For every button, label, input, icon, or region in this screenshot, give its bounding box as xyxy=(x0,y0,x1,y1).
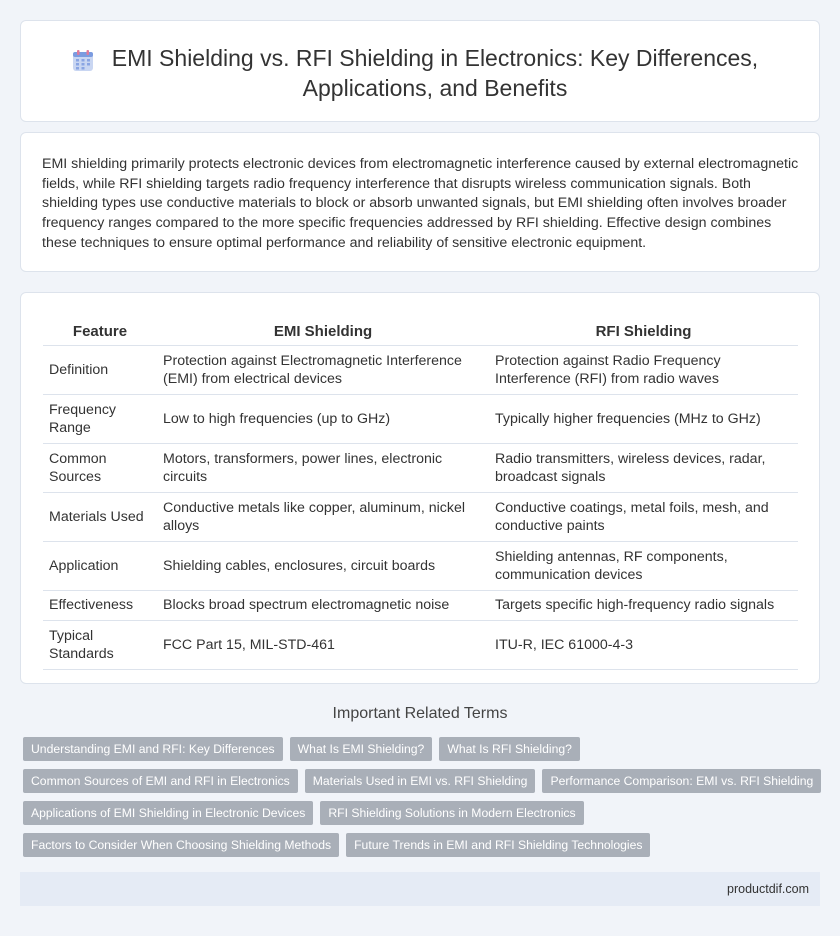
comparison-table xyxy=(43,313,798,670)
rfi-cell: Radio transmitters, wireless devices, radar, broadcast signals xyxy=(489,443,798,492)
intro-card xyxy=(20,132,820,272)
emi-cell: Shielding cables, enclosures, circuit boards xyxy=(157,541,489,590)
related-terms-list xyxy=(23,737,813,865)
emi-cell: Blocks broad spectrum electromagnetic noise xyxy=(157,590,489,620)
related-term-tag[interactable]: Future Trends in EMI and RFI Shielding Technologies xyxy=(346,833,650,857)
comparison-table-card xyxy=(20,292,820,684)
footer xyxy=(20,872,820,906)
table-row xyxy=(43,394,798,443)
related-term-tag[interactable]: RFI Shielding Solutions in Modern Electronics xyxy=(320,801,583,825)
table-row xyxy=(43,590,798,620)
rfi-cell: Protection against Radio Frequency Interference (RFI) from radio waves xyxy=(489,345,798,394)
related-term-tag[interactable]: Materials Used in EMI vs. RFI Shielding xyxy=(305,769,536,793)
table-header-row xyxy=(43,313,798,345)
rfi-cell: Conductive coatings, metal foils, mesh, and conductive paints xyxy=(489,492,798,541)
tag-row xyxy=(23,769,813,793)
table-row xyxy=(43,345,798,394)
table-row xyxy=(43,620,798,669)
intro-paragraph: EMI shielding primarily protects electronic devices from electromagnetic interference caused by external electromagnetic fields, while RFI shielding targets radio frequency interference that disrupts wireless communication signals. Both shielding types use conductive materials to block or absorb unwanted signals, but EMI shielding often involves broader frequency ranges compared to the more specific frequencies addressed by RFI shielding. Effective design combines these techniques to ensure optimal performance and reliability of sensitive electronic equipment. xyxy=(42,156,799,251)
table-row xyxy=(43,492,798,541)
rfi-cell: ITU-R, IEC 61000-4-3 xyxy=(489,620,798,669)
tag-row xyxy=(23,833,813,857)
feature-cell: Materials Used xyxy=(43,492,157,541)
rfi-cell: Typically higher frequencies (MHz to GHz) xyxy=(489,394,798,443)
footer-site-link[interactable]: productdif.com xyxy=(727,882,809,896)
rfi-cell: Targets specific high-frequency radio signals xyxy=(489,590,798,620)
rfi-cell: Shielding antennas, RF components, communication devices xyxy=(489,541,798,590)
page-title: EMI Shielding vs. RFI Shielding in Electronics: Key Differences, Applications, and Benefits xyxy=(111,45,759,101)
header-feature: Feature xyxy=(43,313,157,345)
table-row xyxy=(43,443,798,492)
related-term-tag[interactable]: Applications of EMI Shielding in Electronic Devices xyxy=(23,801,313,825)
feature-cell: Frequency Range xyxy=(43,394,157,443)
feature-cell: Application xyxy=(43,541,157,590)
table-row xyxy=(43,541,798,590)
feature-cell: Effectiveness xyxy=(43,590,157,620)
related-term-tag[interactable]: Common Sources of EMI and RFI in Electronics xyxy=(23,769,298,793)
related-term-tag[interactable]: What Is EMI Shielding? xyxy=(290,737,433,761)
related-term-tag[interactable]: Understanding EMI and RFI: Key Differences xyxy=(23,737,283,761)
related-terms-heading: Important Related Terms xyxy=(332,705,508,722)
feature-cell: Typical Standards xyxy=(43,620,157,669)
tag-row xyxy=(23,737,813,761)
emi-cell: Low to high frequencies (up to GHz) xyxy=(157,394,489,443)
header-emi: EMI Shielding xyxy=(157,313,489,345)
title-card xyxy=(20,20,820,122)
emi-cell: Motors, transformers, power lines, electronic circuits xyxy=(157,443,489,492)
tag-row xyxy=(23,801,813,825)
header-rfi: RFI Shielding xyxy=(489,313,798,345)
related-term-tag[interactable]: What Is RFI Shielding? xyxy=(439,737,580,761)
emi-cell: FCC Part 15, MIL-STD-461 xyxy=(157,620,489,669)
related-term-tag[interactable]: Performance Comparison: EMI vs. RFI Shielding xyxy=(542,769,821,793)
emi-cell: Protection against Electromagnetic Interference (EMI) from electrical devices xyxy=(157,345,489,394)
feature-cell: Common Sources xyxy=(43,443,157,492)
feature-cell: Definition xyxy=(43,345,157,394)
emi-cell: Conductive metals like copper, aluminum, nickel alloys xyxy=(157,492,489,541)
related-term-tag[interactable]: Factors to Consider When Choosing Shielding Methods xyxy=(23,833,339,857)
